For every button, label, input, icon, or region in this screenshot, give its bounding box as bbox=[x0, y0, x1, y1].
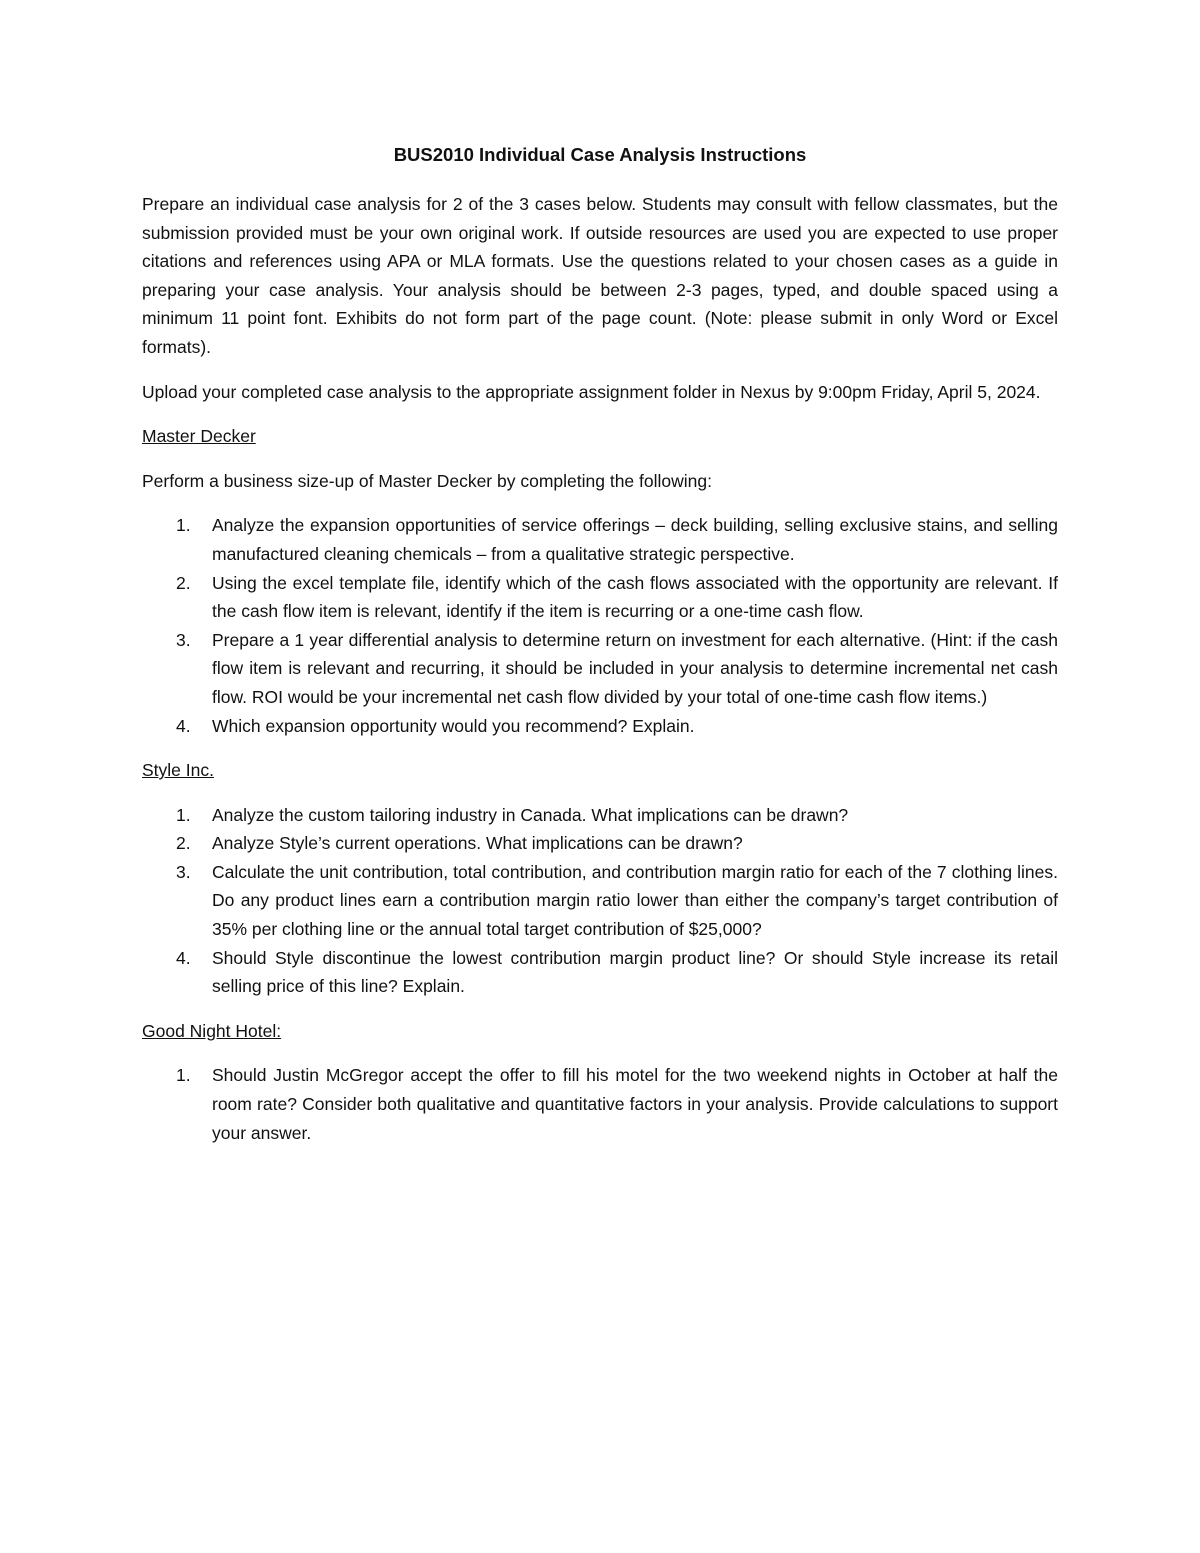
list-item bbox=[142, 511, 1058, 568]
list-item bbox=[142, 569, 1058, 626]
section-heading-style-inc: Style Inc. bbox=[142, 760, 214, 781]
list-item bbox=[142, 626, 1058, 712]
section-heading-good-night-hotel: Good Night Hotel: bbox=[142, 1020, 282, 1041]
item-text: Prepare a 1 year differential analysis to determine return on investment for each alternative. (Hint: if the cash flow item is relevant and recurring, it should be included in your analysis to determine incremental net cash flow. ROI would be your incremental net cash flow divided by your total of one-time cash flow items.) bbox=[212, 629, 1058, 707]
list-item bbox=[142, 1061, 1058, 1147]
list-item bbox=[142, 712, 1058, 741]
style-inc-question-list bbox=[142, 801, 1058, 1001]
good-night-hotel-question-list bbox=[142, 1061, 1058, 1147]
item-text: Calculate the unit contribution, total contribution, and contribution margin ratio for each of the 7 clothing lines. Do any product lines earn a contribution margin ratio lower than either the company’s target contribution of 35% per clothing line or the annual total target contribution of $25,000? bbox=[212, 861, 1058, 940]
list-item bbox=[142, 858, 1058, 944]
item-text: Should Justin McGregor accept the offer to fill his motel for the two weekend nights in October at half the room rate? Consider both qualitative and quantitative factors in your analysis. Provide calculations to support your answer. bbox=[212, 1065, 1058, 1143]
item-number: 1. bbox=[176, 804, 191, 825]
item-text: Using the excel template file, identify which of the cash flows associated with the opportunity are relevant. If the cash flow item is relevant, identify if the item is recurring or a one-time cash flow. bbox=[212, 572, 1058, 622]
upload-paragraph: Upload your completed case analysis to the appropriate assignment folder in Nexus by 9:00pm Friday, April 5, 2024. bbox=[142, 381, 1041, 402]
item-text: Which expansion opportunity would you recommend? Explain. bbox=[212, 715, 695, 736]
item-number: 4. bbox=[176, 947, 191, 968]
document-title: BUS2010 Individual Case Analysis Instructions bbox=[393, 144, 807, 165]
master-decker-question-list bbox=[142, 511, 1058, 740]
section-heading-master-decker: Master Decker bbox=[142, 426, 256, 447]
item-number: 2. bbox=[176, 572, 191, 593]
item-number: 3. bbox=[176, 861, 191, 882]
list-item bbox=[142, 801, 1058, 830]
document-page bbox=[142, 138, 1058, 1163]
item-number: 2. bbox=[176, 833, 191, 854]
item-number: 1. bbox=[176, 1065, 191, 1086]
item-text: Analyze the expansion opportunities of service offerings – deck building, selling exclusive stains, and selling manufactured cleaning chemicals – from a qualitative strategic perspective. bbox=[212, 515, 1058, 564]
intro-paragraph: Prepare an individual case analysis for 2 of the 3 cases below. Students may consult with fellow classmates, but the submission provided must be your own original work. If outside resources are used you are expected to use proper citations and references using APA or MLA formats. Use the questions related to your chosen cases as a guide in preparing your case analysis. Your analysis should be between 2-3 pages, typed, and double spaced using a minimum 11 point font. Exhibits do not form part of the page count. (Note: please submit in only Word or Excel formats). bbox=[142, 194, 1058, 357]
item-number: 4. bbox=[176, 715, 191, 736]
item-number: 3. bbox=[176, 629, 191, 650]
item-text: Analyze Style’s current operations. What implications can be drawn? bbox=[212, 833, 743, 854]
item-number: 1. bbox=[176, 515, 191, 536]
item-text: Should Style discontinue the lowest contribution margin product line? Or should Style increase its retail selling price of this line? Explain. bbox=[212, 947, 1058, 997]
section-lead-master-decker: Perform a business size-up of Master Decker by completing the following: bbox=[142, 470, 712, 491]
list-item bbox=[142, 829, 1058, 858]
item-text: Analyze the custom tailoring industry in Canada. What implications can be drawn? bbox=[212, 804, 849, 825]
list-item bbox=[142, 944, 1058, 1001]
